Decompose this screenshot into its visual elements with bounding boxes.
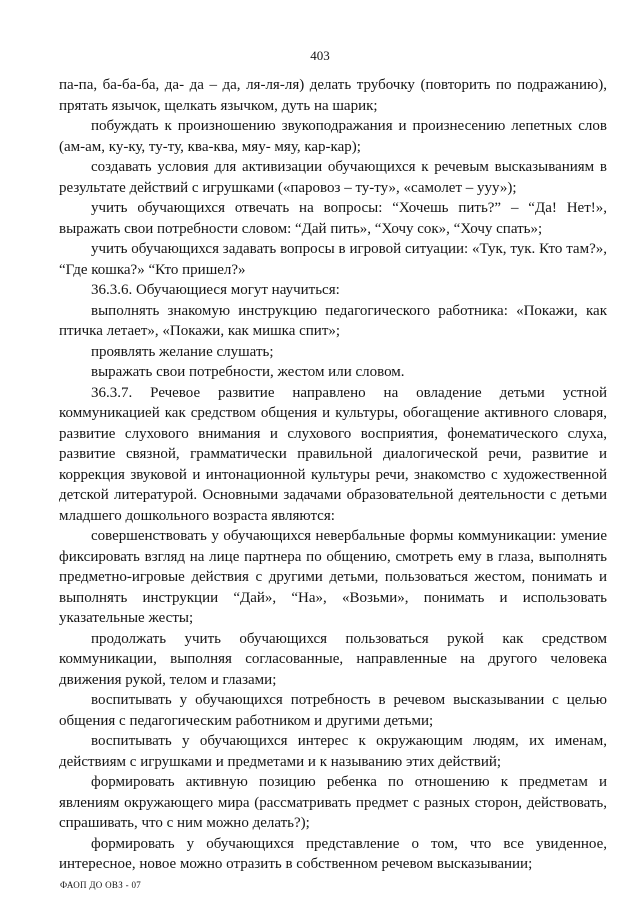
paragraph: побуждать к произношению звукоподражания и произнесению лепетных слов (ам-ам, ку-ку, ту-ту, ква-ква, мяу- мяу, кар-кар); (59, 118, 607, 155)
paragraph: выражать свои потребности, жестом или словом. (91, 364, 405, 380)
paragraph: формировать у обучающихся представление о том, что все увиденное, интересное, новое можно отразить в собственном речевом высказывании; (59, 835, 607, 872)
paragraph: совершенствовать у обучающихся невербальные формы коммуникации: умение фиксировать взгляд на лице партнера по общению, смотреть ему в глаза, выполнять предметно-игровые действия с другими детьми, пользоваться жестом, понимать и выполнять инструкции “Дай», “На», «Возьми», понимать и использовать указательные жесты; (59, 528, 607, 626)
paragraph: создавать условия для активизации обучающихся к речевым высказываниям в результате действий с игрушками («паровоз – ту-ту», «самолет – ууу»); (59, 159, 607, 196)
paragraph: продолжать учить обучающихся пользоваться рукой как средством коммуникации, выполняя согласованные, направленные на другого человека движения рукой, телом и глазами; (59, 630, 607, 688)
paragraph: учить обучающихся отвечать на вопросы: “Хочешь пить?” – “Да! Нет!», выражать свои потребности словом: “Дай пить», “Хочу сок», “Хочу спать»; (59, 200, 607, 237)
page-number: 403 (310, 48, 330, 63)
page-footer: ФАОП ДО ОВЗ - 07 (60, 880, 142, 890)
paragraph: выполнять знакомую инструкцию педагогического работника: «Покажи, как птичка летает», «Покажи, как мишка спит»; (59, 302, 607, 339)
paragraph: воспитывать у обучающихся потребность в речевом высказывании с целью общения с педагогическим работником и другими детьми; (59, 692, 607, 729)
paragraph: формировать активную позицию ребенка по отношению к предметам и явлениям окружающего мира (рассматривать предмет с разных сторон, действовать, спрашивать, что с ним можно делать?); (59, 774, 607, 831)
section-paragraph-36-3-7: 36.3.7. Речевое развитие направлено на овладение детьми устной коммуникацией как средством общения и культуры, обогащение активного словаря, развитие слухового внимания и слухового восприятия, фонематического слуха, развитие связной, грамматически правильной диалогической речи, развитие и коррекция звуковой и интонационной культуры речи, знакомство с художественной детской литературой. Основными задачами образовательной деятельности с детьми младшего дошкольного возраста являются: (59, 384, 607, 524)
paragraph: воспитывать у обучающихся интерес к окружающим людям, их именам, действиям с игрушками и предметами и к называнию этих действий; (59, 733, 607, 770)
paragraph: учить обучающихся задавать вопросы в игровой ситуации: «Тук, тук. Кто там?», “Где кошка?» “Кто пришел?» (59, 241, 607, 278)
paragraph: па-па, ба-ба-ба, да- да – да, ля-ля-ля) делать трубочку (повторить по подражанию), прятать язычок, щелкать язычком, дуть на шарик; (59, 77, 607, 114)
section-heading-36-3-6: 36.3.6. Обучающиеся могут научиться: (91, 282, 340, 298)
page-body (59, 75, 607, 875)
paragraph: проявлять желание слушать; (91, 343, 274, 360)
